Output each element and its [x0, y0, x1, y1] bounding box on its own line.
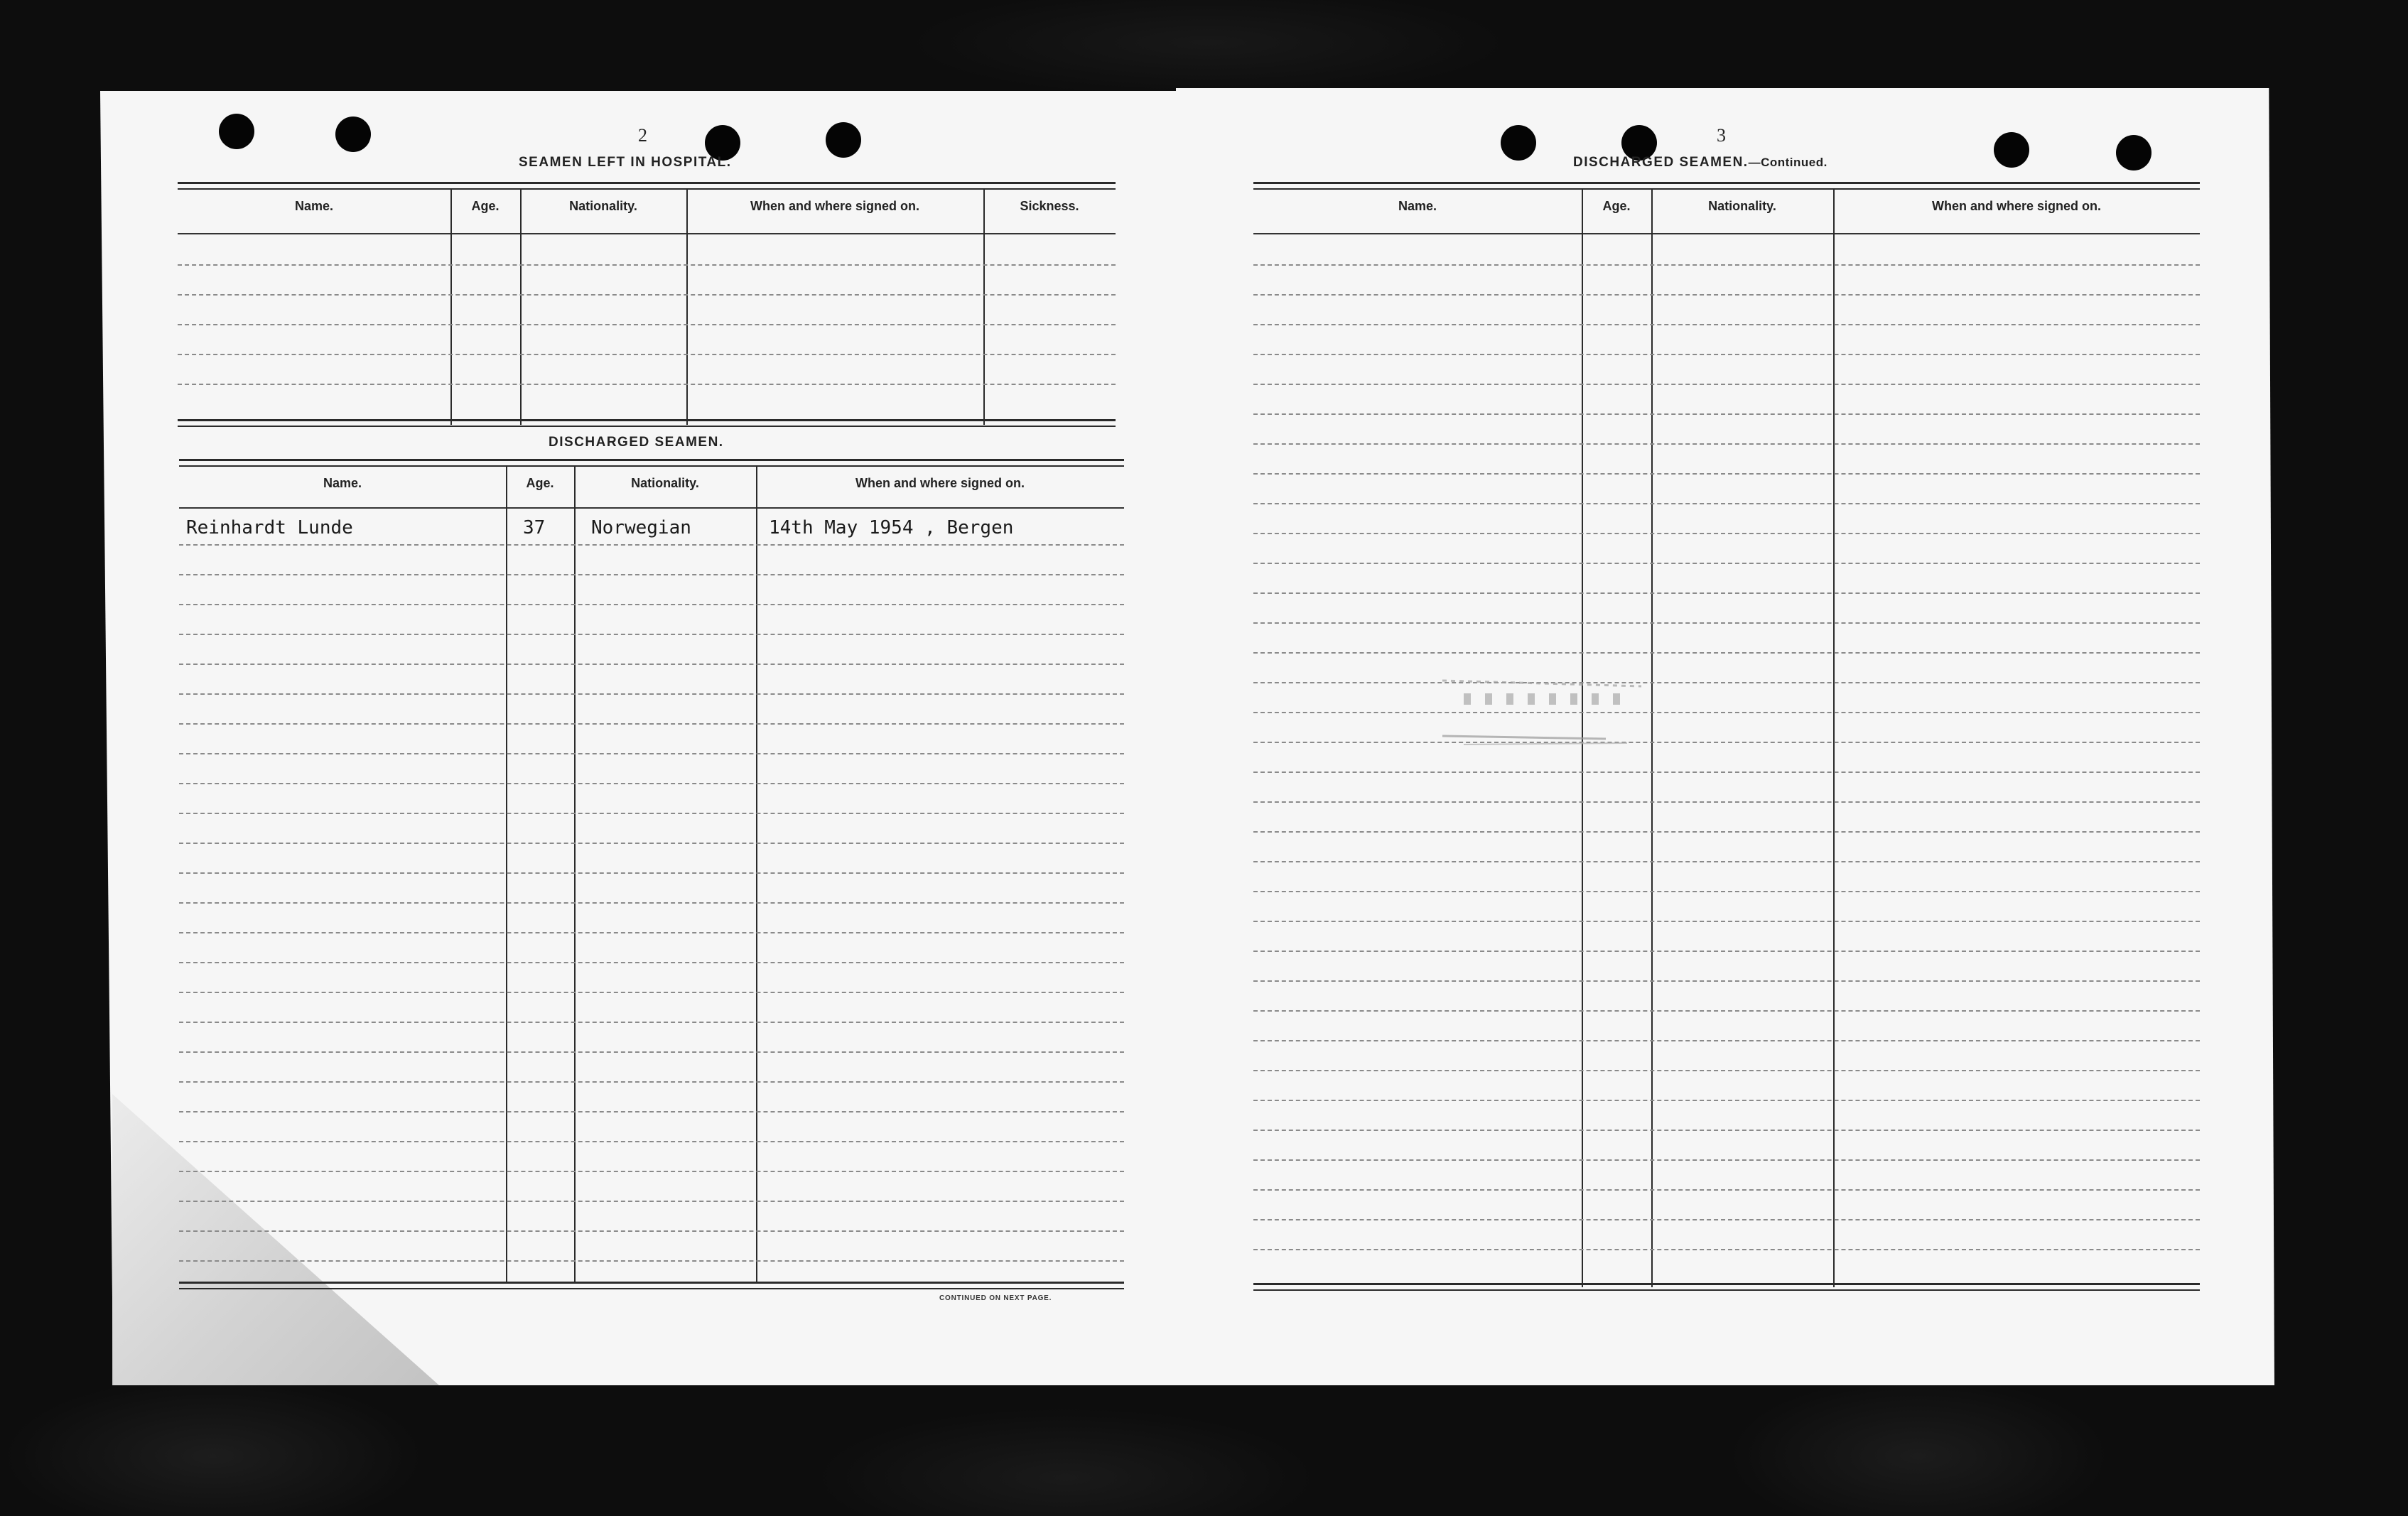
punch-hole — [219, 114, 254, 149]
discharged-table-left — [179, 459, 1124, 1287]
continued-note: CONTINUED ON NEXT PAGE. — [939, 1294, 1052, 1302]
entry-age: 37 — [523, 517, 546, 538]
column-header-signed-on: When and where signed on. — [855, 476, 1025, 490]
column-header-name: Name. — [1398, 199, 1437, 213]
column-header-nationality: Nationality. — [569, 199, 637, 213]
column-header-sickness: Sickness. — [1020, 199, 1079, 213]
discharged-title: DISCHARGED SEAMEN. — [549, 435, 724, 450]
punch-hole — [1994, 132, 2029, 168]
punch-hole — [2116, 135, 2151, 170]
column-header-age: Age. — [471, 199, 500, 213]
punch-hole — [826, 122, 861, 158]
column-header-age: Age. — [1602, 199, 1631, 213]
entry-name: Reinhardt Lunde — [186, 517, 353, 538]
column-header-name: Name. — [323, 476, 362, 490]
stamp-mark — [1435, 668, 1648, 753]
discharged-continued-title — [1573, 155, 1827, 170]
punch-hole — [335, 117, 371, 152]
hospital-table — [178, 182, 1116, 428]
entry-nationality: Norwegian — [591, 517, 691, 538]
page-number: 2 — [638, 125, 647, 146]
title-text: DISCHARGED SEAMEN. — [1573, 155, 1749, 170]
hospital-title: SEAMEN LEFT IN HOSPITAL. — [519, 155, 732, 170]
title-suffix: —Continued. — [1748, 156, 1827, 169]
column-header-name: Name. — [294, 199, 334, 213]
discharged-table-right — [1253, 182, 2200, 1290]
column-header-age: Age. — [526, 476, 554, 490]
column-header-nationality: Nationality. — [1708, 199, 1776, 213]
page-number: 3 — [1717, 125, 1726, 146]
column-header-nationality: Nationality. — [631, 476, 699, 490]
entry-signed-on: 14th May 1954 , Bergen — [769, 517, 1014, 538]
punch-hole — [1501, 125, 1536, 161]
faint-stamp — [1435, 668, 1648, 753]
column-header-signed-on: When and where signed on. — [1931, 199, 2102, 213]
column-header-signed-on: When and where signed on. — [750, 199, 920, 213]
